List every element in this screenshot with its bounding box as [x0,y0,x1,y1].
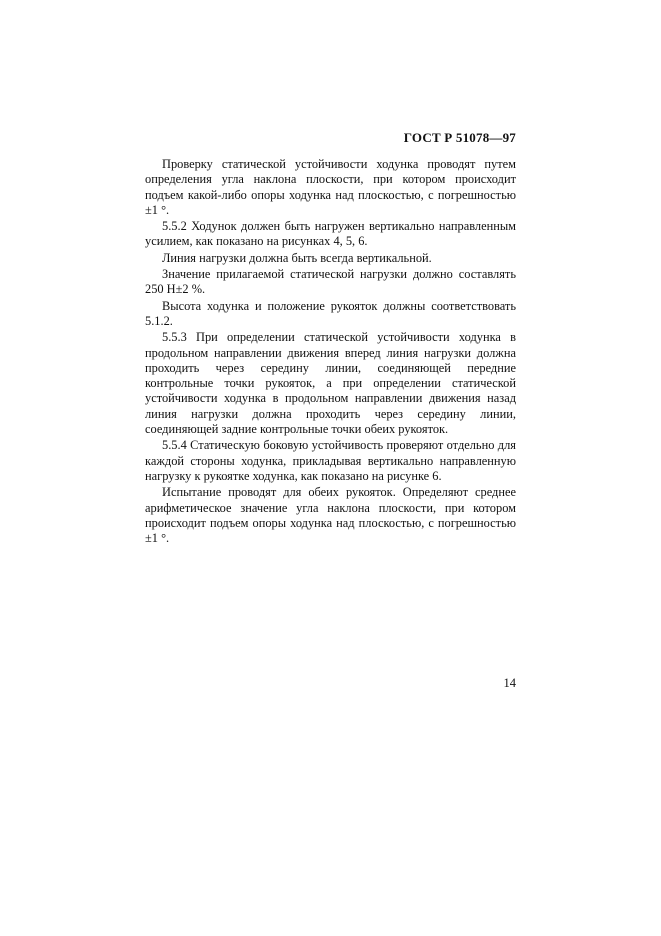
paragraph-5-5-2: 5.5.2 Ходунок должен быть нагружен вертикально направленным усилием, как показано на рисунках 4, 5, 6. [145,219,516,249]
page-number: 14 [503,676,516,690]
paragraph-load-line: Линия нагрузки должна быть всегда вертикальной. [162,250,432,265]
paragraph-load-value: Значение прилагаемой статической нагрузки должно составлять 250 Н±2 %. [145,267,516,297]
paragraph-5-5-4: 5.5.4 Статическую боковую устойчивость проверяют отдельно для каждой стороны ходунка, прикладывая вертикально направленную нагрузку к рукоятке ходунка, как показано на рисунке 6. [145,438,516,483]
paragraph-stability-check: Проверку статической устойчивости ходунка проводят путем определения угла наклона плоскости, при котором происходит подъем какой-либо опоры ходунка над плоскостью, с погрешностью ±1 °. [145,157,516,217]
paragraph-test-both-handles: Испытание проводят для обеих рукояток. Определяют среднее арифметическое значение угла наклона плоскости, при котором происходит подъем опоры ходунка над плоскостью, с погрешностью ±1 °. [145,485,516,546]
paragraph-5-5-3: 5.5.3 При определении статической устойчивости ходунка в продольном направлении движения вперед линия нагрузки должна проходить через середину линии, соединяющей передние контрольные точки рукояток, а при определении статической устойчивости ходунка в продольном направлении движения назад линия нагрузки должна проходить через середину линии, соединяющей задние контрольные точки обеих рукояток. [145,330,516,437]
standard-header: ГОСТ Р 51078—97 [403,130,516,145]
document-body [145,157,516,547]
paragraph-height-handles: Высота ходунка и положение рукояток должны соответствовать 5.1.2. [145,298,516,328]
